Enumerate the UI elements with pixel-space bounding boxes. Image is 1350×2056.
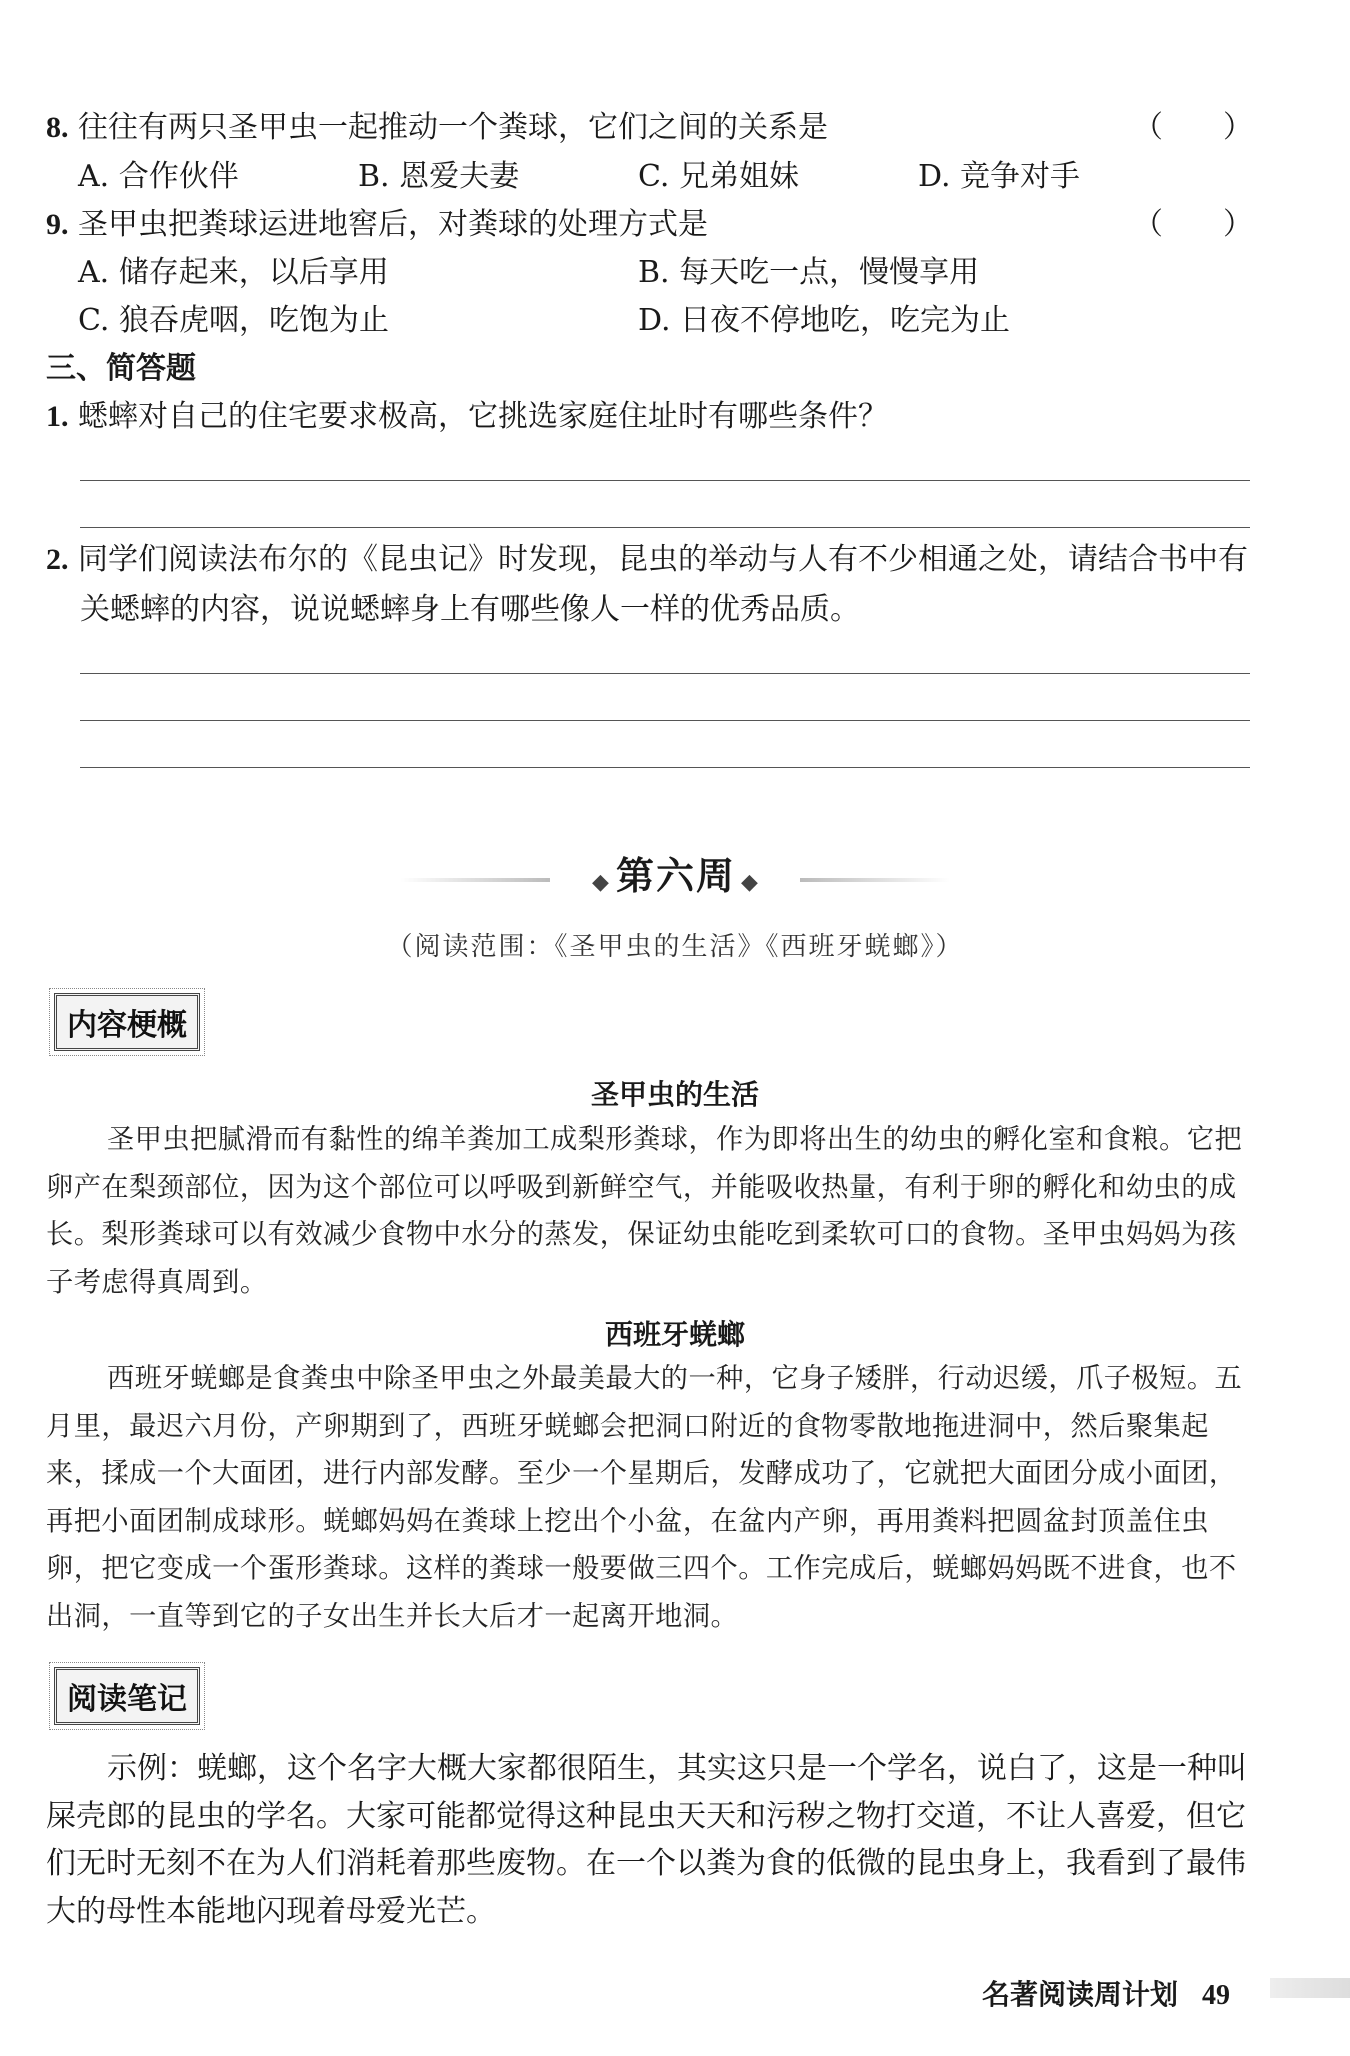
short-answer-1	[46, 397, 888, 437]
question-9	[46, 205, 708, 245]
option-d: D. 竞争对手	[918, 159, 1081, 194]
question-number: 1.	[46, 400, 69, 433]
short-answer-2	[46, 540, 1248, 580]
subheading-dung-beetle: 西班牙蜣螂	[604, 1318, 745, 1351]
question-number: 9.	[46, 208, 69, 241]
option-d: D. 日夜不停地吃，吃完为止	[638, 303, 1011, 338]
section-title: 三、简答题	[46, 351, 196, 386]
paragraph-dung-beetle: 西班牙蜣螂是食粪虫中除圣甲虫之外最美最大的一种，它身子矮胖，行动迟缓，爪子极短。五月里，最迟六月份，产卵期到了，西班牙蜣螂会把洞口附近的食物零散地拖进洞中，然后聚集起来，揉成一个大面团，进行内部发酵。至少一个星期后，发酵成功了，它就把大面团分成小面团，再把小面团制成球形。蜣螂妈妈在粪球上挖出个小盆，在盆内产卵，再用粪料把圆盆封顶盖住虫卵，把它变成一个蛋形粪球。这样的粪球一般要做三四个。工作完成后，蜣螂妈妈既不进食，也不出洞，一直等到它的子女出生并长大后才一起离开地洞。	[46, 1363, 1243, 1632]
week-header	[0, 845, 1350, 900]
question-stem: 圣甲虫把粪球运进地窖后，对粪球的处理方式是	[78, 207, 709, 242]
option-a: A. 储存起来，以后享用	[78, 255, 389, 290]
question-number: 2.	[46, 543, 69, 576]
option-c: C. 狼吞虎咽，吃饱为止	[78, 303, 389, 338]
question-number: 8.	[46, 111, 69, 144]
subheading-scarab: 圣甲虫的生活	[590, 1078, 759, 1111]
book-title: 名著阅读周计划	[981, 1978, 1178, 2011]
question-8	[46, 108, 828, 148]
week-title: 第六周	[615, 854, 736, 898]
option-b: B. 恩爱夫妻	[358, 159, 520, 194]
notes-text: 示例：蜣螂，这个名字大概大家都很陌生，其实这只是一个学名，说白了，这是一种叫屎壳郎的昆虫的学名。大家可能都觉得这种昆虫天天和污秽之物打交道，不让人喜爱，但它们无时无刻不在为人们消耗着那些废物。在一个以粪为食的低微的昆虫身上，我看到了最伟大的母性本能地闪现着母爱光芒。	[46, 1751, 1247, 1929]
notes-badge: 阅读笔记	[54, 1667, 200, 1725]
answer-parentheses: （ ）	[1133, 110, 1253, 145]
page-number: 49	[1202, 1980, 1230, 2011]
option-a: A. 合作伙伴	[78, 159, 239, 194]
question-text-cont: 关蟋蟀的内容，说说蟋蟀身上有哪些像人一样的优秀品质。	[80, 592, 860, 627]
answer-line[interactable]	[80, 767, 1250, 768]
diamond-ornament-icon: ◆	[741, 870, 758, 895]
page-edge-decoration	[1270, 1978, 1350, 1998]
question-stem: 往往有两只圣甲虫一起推动一个粪球，它们之间的关系是	[78, 110, 829, 145]
paragraph-scarab: 圣甲虫把腻滑而有黏性的绵羊粪加工成梨形粪球，作为即将出生的幼虫的孵化室和食粮。它把卵产在梨颈部位，因为这个部位可以呼吸到新鲜空气，并能吸收热量，有利于卵的孵化和幼虫的成长。梨形粪球可以有效减少食物中水分的蒸发，保证幼虫能吃到柔软可口的食物。圣甲虫妈妈为孩子考虑得真周到。	[46, 1124, 1243, 1298]
answer-line[interactable]	[80, 480, 1250, 481]
page-footer	[982, 1973, 1230, 2013]
answer-line[interactable]	[80, 673, 1250, 674]
answer-line[interactable]	[80, 720, 1250, 721]
reading-range: （阅读范围：《圣甲虫的生活》《西班牙蜣螂》）	[386, 932, 964, 962]
summary-badge: 内容梗概	[54, 993, 200, 1051]
option-c: C. 兄弟姐妹	[638, 159, 799, 194]
answer-parentheses: （ ）	[1133, 207, 1253, 242]
answer-line[interactable]	[80, 527, 1250, 528]
diamond-ornament-icon: ◆	[592, 870, 616, 895]
question-text: 同学们阅读法布尔的《昆虫记》时发现，昆虫的举动与人有不少相通之处，请结合书中有	[78, 542, 1249, 577]
question-text: 蟋蟀对自己的住宅要求极高，它挑选家庭住址时有哪些条件？	[78, 399, 889, 434]
option-b: B. 每天吃一点，慢慢享用	[638, 255, 980, 290]
